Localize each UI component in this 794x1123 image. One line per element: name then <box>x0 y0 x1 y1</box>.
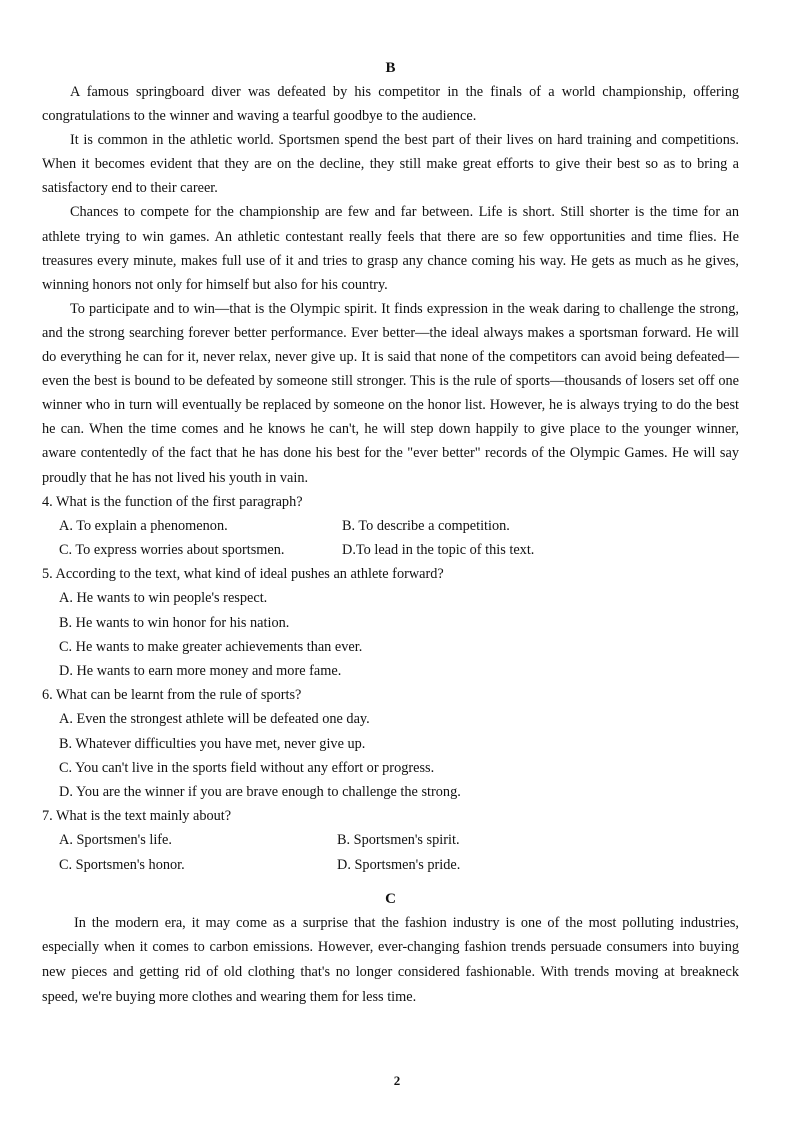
question-4-stem: 4. What is the function of the first paragraph? <box>42 493 303 510</box>
question-7-stem: 7. What is the text mainly about? <box>42 808 232 825</box>
question-5-option-a: A. He wants to win people's respect. <box>59 590 268 607</box>
question-5-option-d: D. He wants to earn more money and more fame. <box>59 663 342 680</box>
question-6-option-b: B. Whatever difficulties you have met, never give up. <box>59 735 366 752</box>
question-6-option-c: C. You can't live in the sports field without any effort or progress. <box>59 759 435 776</box>
passage-b-paragraph-2: It is common in the athletic world. Sportsmen spend the best part of their lives on hard training and competitions. When it becomes evident that they are on the decline, they still make great efforts to give their best so as to bring a satisfactory end to their career. <box>42 132 739 197</box>
passage-c-paragraph-1: In the modern era, it may come as a surprise that the fashion industry is one of the most polluting industries, especially when it comes to carbon emissions. However, ever-changing fashion trends persuade consumers into buying new pieces and getting rid of old clothing that's no longer considered fashionable. With trends moving at breakneck speed, we're buying more clothes and wearing them for less time. <box>42 914 739 1005</box>
question-5-stem: 5. According to the text, what kind of ideal pushes an athlete forward? <box>42 566 444 583</box>
question-5-option-c: C. He wants to make greater achievements than ever. <box>59 638 363 655</box>
question-7 <box>42 804 739 877</box>
question-6-option-a: A. Even the strongest athlete will be defeated one day. <box>59 711 370 728</box>
question-7-option-a: A. Sportsmen's life. <box>59 832 172 849</box>
question-7-option-b: B. Sportsmen's spirit. <box>337 832 460 849</box>
question-4-option-c: C. To express worries about sportsmen. <box>59 542 285 558</box>
question-5 <box>42 562 739 683</box>
exam-page <box>42 60 739 1009</box>
passage-b-paragraph-4: To participate and to win—that is the Olympic spirit. It finds expression in the weak daring to challenge the strong, and the strong searching forever better performance. Ever better—the ideal always makes a sportsman forward. He will do everything he can for it, never relax, never give up. It is said that none of the competitors can avoid being defeated—even the best is bound to be defeated by someone still stronger. This is the rule of sports—thousands of losers set off one winner who in turn will eventually be replaced by someone on the honor list. However, he is always trying to do the best he can. When the time comes and he knows he can't, he will step down happily to give place to the younger winner, aware contentedly of the fact that he has done his best for the "ever better" records of the Olympic Games. He will say proudly that he has not lived his youth in vain. <box>42 300 739 486</box>
passage-b-paragraph-3: Chances to compete for the championship are few and far between. Life is short. Still shorter is the time for an athlete trying to win games. An athletic contestant really feels that there are so few opportunities and time flies. He treasures every minute, makes full use of it and tries to grasp any chance coming his way. He gets as much as he gives, winning honors not only for himself but also for his country. <box>42 204 739 293</box>
question-7-option-d: D. Sportsmen's pride. <box>337 856 461 873</box>
passage-b-paragraph-1: A famous springboard diver was defeated by his competitor in the finals of a world championship, offering congratulations to the winner and waving a tearful goodbye to the audience. <box>42 84 739 125</box>
question-6 <box>42 683 739 804</box>
question-6-option-d: D. You are the winner if you are brave enough to challenge the strong. <box>59 784 461 801</box>
question-4-option-b: B. To describe a competition. <box>342 517 510 534</box>
question-4-option-a: A. To explain a phenomenon. <box>59 517 228 534</box>
question-4 <box>42 490 739 563</box>
question-7-option-c: C. Sportsmen's honor. <box>59 856 185 873</box>
section-c <box>42 891 739 1009</box>
section-b-title: B <box>385 60 396 76</box>
question-6-stem: 6. What can be learnt from the rule of sports? <box>42 687 302 704</box>
question-5-option-b: B. He wants to win honor for his nation. <box>59 614 290 631</box>
section-c-title: C <box>385 890 396 907</box>
page-number: 2 <box>393 1073 401 1088</box>
question-4-option-d: D.To lead in the topic of this text. <box>342 542 535 558</box>
